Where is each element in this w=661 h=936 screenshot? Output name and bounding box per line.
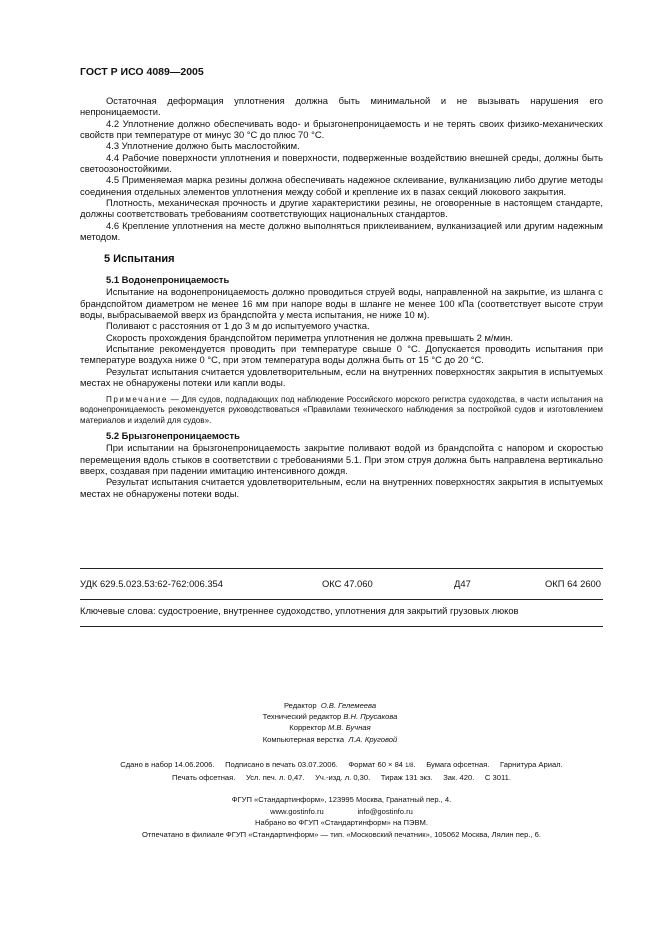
note-label: Примечание: [106, 395, 168, 405]
paragraph-rubber-properties: Плотность, механическая прочность и другие характеристики резины, не оговоренные в настоящем стандарте, должны соответствовать требованиям соответствующих национальных стандартов.: [80, 197, 603, 220]
imprint-publish-sheets: Уч.-изд. л. 0,30.: [315, 773, 371, 783]
imprint-typeface: Гарнитура Ариал.: [500, 760, 563, 769]
paragraph-4-5: 4.5 Применяемая марка резины должна обеспечивать надежное склеивание, вулканизацию либо другие методы соединения отдельных элементов уплотнения между собой и крепление их в пазах секций люкового закрытия.: [80, 174, 603, 197]
corrector-label: Корректор: [289, 723, 326, 733]
okp-code: ОКП 64 2600: [545, 578, 601, 589]
paragraph-distance: Поливают с расстояния от 1 до 3 м до испытуемого участка.: [106, 320, 370, 332]
corrector-line: [200, 722, 460, 733]
layout-label: Компьютерная верстка: [262, 734, 345, 744]
tech-editor-name: В.Н. Прусакова: [343, 712, 398, 722]
paragraph-4-3: 4.3 Уплотнение должно быть маслостойким.: [106, 140, 300, 152]
paragraph-4-6: 4.6 Крепление уплотнения на месте должно выполняться приклеиванием, вулканизацией или другим надежным методом.: [80, 219, 603, 243]
imprint-print-sheets: Усл. печ. л. 0,47.: [245, 773, 305, 783]
imprint-block: [80, 759, 603, 784]
document-header: ГОСТ Р ИСО 4089—2005: [80, 66, 204, 78]
paragraph-residual-deformation: Остаточная деформация уплотнения должна быть минимальной и не вызывать нарушения его непроницаемости.: [80, 95, 603, 118]
imprint-typeset-date: Сдано в набор 14.06.2006.: [120, 760, 215, 769]
paragraph-speed: Скорость прохождения брандспойтом периметра уплотнения не должна превышать 2 м/мин.: [106, 331, 513, 343]
corrector-name: М.В. Бучная: [328, 723, 371, 733]
imprint-printing: Печать офсетная.: [172, 773, 236, 783]
subsection-5-1-heading: 5.1 Водонепроницаемость: [106, 273, 230, 285]
paragraph-spray-test: При испытании на брызгонепроницаемость закрытие поливают водой из брандспойта с напором и скоростью перемещения вдоль стыков в соответствии с требованиями 5.1. При этом струя должна быть направлена вертикально вверх, создавая при падении имитацию интенсивного дождя.: [80, 442, 603, 476]
paragraph-water-test: Испытание на водонепроницаемость должно проводиться струей воды, направленной на закрытие, из шланга с брандспойтом диаметром не менее 16 мм при напоре воды в шланге не менее 100 кПа (соответствует высоте струи воды, выбрасываемой вверх из брандспойта у места испытания, не ниже 10 м).: [80, 286, 603, 320]
note-text: — Для судов, подпадающих под наблюдение Российского морского регистра судоходства, в части испытания на водонепроницаемость рекомендуется руководствоваться «Правилами технического наблюдения за постройкой судов и изготовлением материалов и изделий для судов».: [80, 395, 603, 425]
imprint-format-dot: .: [413, 760, 416, 769]
tech-editor-label: Технический редактор: [262, 712, 342, 722]
note: [80, 395, 603, 426]
document-body: [80, 95, 603, 499]
tech-editor-line: [200, 711, 460, 722]
imprint-code: С 3011.: [484, 773, 511, 783]
imprint-circulation: Тираж 131 экз.: [380, 773, 433, 783]
publisher-address: ФГУП «Стандартинформ», 123995 Москва, Гранатный пер., 4.: [231, 795, 452, 804]
editor-label: Редактор: [283, 701, 317, 710]
paragraph-result-5-2: Результат испытания считается удовлетворительным, если на внутренних поверхностях закрытия в испытуемых местах не обнаружены потеки воды.: [80, 476, 603, 499]
publisher-typeset: Набрано во ФГУП «Стандартинформ» на ПЭВМ.: [255, 818, 428, 827]
imprint-signed-date: Подписано в печать 03.07.2006.: [225, 760, 338, 769]
imprint-paper: Бумага офсетная.: [426, 760, 490, 769]
publisher-printed: Отпечатано в филиале ФГУП «Стандартинформ» — тип. «Московский печатник», 105062 Москва, Лялин пер., 6.: [142, 829, 541, 839]
udk-code: УДК 629.5.023.53:62-762:006.354: [80, 578, 223, 589]
layout-name: Л.А. Круговой: [348, 734, 398, 744]
paragraph-temperature: Испытание рекомендуется проводить при температуре свыше 0 °С. Допускается проводить испытания при температуре воздуха ниже 0 °С, при этом температура воды должна быть от 15 °С до 20 °С.: [80, 342, 603, 366]
editor-line: [200, 700, 460, 711]
section-5-heading: 5 Испытания: [104, 253, 175, 266]
publisher-contacts: [80, 806, 603, 818]
imprint-line-1: [80, 759, 603, 772]
d-code: Д47: [454, 578, 471, 589]
publisher-block: [80, 794, 603, 840]
layout-line: [200, 734, 460, 745]
paragraph-result-5-1: Результат испытания считается удовлетворительным, если на внутренних поверхностях закрытия в испытуемых местах не обнаружены потеки или капли воды.: [80, 365, 603, 388]
classification-codes: [80, 568, 603, 600]
imprint-format: Формат 60 × 84: [348, 760, 404, 769]
imprint-format-fraction: 1/8: [405, 763, 414, 769]
imprint-order: Зак. 420.: [443, 773, 475, 783]
subsection-5-2-heading: 5.2 Брызгонепроницаемость: [106, 429, 240, 441]
imprint-line-2: [80, 772, 603, 783]
publisher-website: www.gostinfo.ru: [270, 806, 324, 816]
paragraph-4-2: 4.2 Уплотнение должно обеспечивать водо- и брызгонепроницаемость и не терять своих физико-механических свойств при температуре от минус 30 °С до плюс 70 °С.: [80, 117, 603, 141]
editors-block: [200, 700, 460, 745]
publisher-email: info@gostinfo.ru: [357, 806, 413, 816]
editor-name: О.В. Гелемеева: [320, 701, 377, 710]
oks-code: ОКС 47.060: [322, 578, 373, 589]
keywords: Ключевые слова: судостроение, внутреннее судоходство, уплотнения для закрытий грузовых люков: [80, 601, 603, 627]
paragraph-4-4: 4.4 Рабочие поверхности уплотнения и поверхности, подверженные воздействию внешней среды, должны быть светоозоностойкими.: [80, 151, 603, 175]
